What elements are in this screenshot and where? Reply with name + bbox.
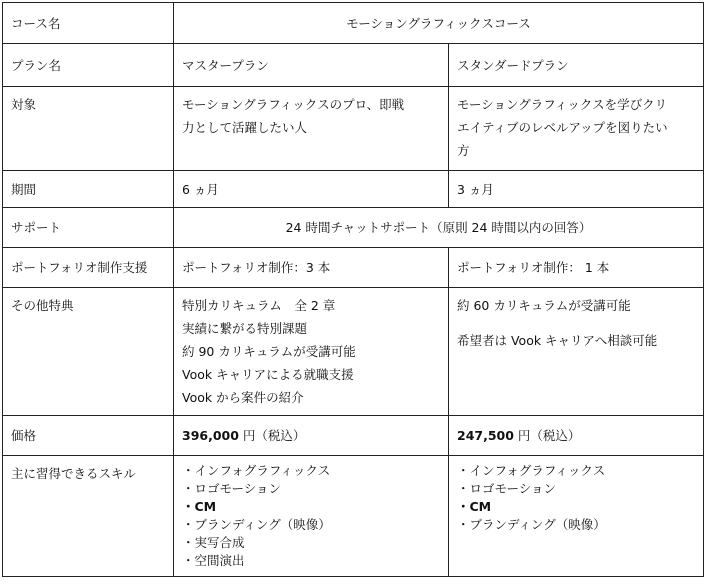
course-comparison-table	[2, 2, 704, 577]
price-standard-suffix: 円（税込）	[513, 428, 581, 443]
label-period: 期間	[3, 171, 174, 208]
row-support	[3, 208, 704, 248]
row-plan-name	[3, 44, 704, 87]
plan-name-standard: スタンダードプラン	[449, 44, 704, 87]
row-target	[3, 87, 704, 171]
benefits-master	[174, 288, 449, 416]
period-master: 6 ヵ月	[174, 171, 449, 208]
row-course-name	[3, 3, 704, 44]
benefit-item: 約 60 カリキュラムが受講可能	[457, 298, 631, 313]
price-master	[174, 416, 449, 456]
benefit-item: Vook キャリアによる就職支援	[182, 367, 354, 382]
label-plan-name: プラン名	[3, 44, 174, 87]
skill-item: ・ブランディング（映像）	[457, 517, 606, 532]
portfolio-standard: ポートフォリオ制作： 1 本	[449, 248, 704, 288]
target-master	[174, 87, 449, 171]
row-price	[3, 416, 704, 456]
benefit-item: 実績に繋がる特別課題	[182, 321, 308, 336]
support-value: 24 時間チャットサポート（原則 24 時間以内の回答）	[174, 208, 704, 248]
price-master-amount: 396,000	[182, 428, 239, 443]
label-portfolio: ポートフォリオ制作支援	[3, 248, 174, 288]
course-name-value: モーショングラフィックスコース	[174, 3, 704, 44]
label-course-name: コース名	[3, 3, 174, 44]
benefit-item: Vook から案件の紹介	[182, 390, 304, 405]
skill-item: ・CM	[182, 499, 217, 514]
label-price: 価格	[3, 416, 174, 456]
skill-item: ・ロゴモーション	[182, 481, 282, 496]
benefit-item: 特別カリキュラム 全 2 章	[182, 298, 336, 313]
skill-item: ・実写合成	[182, 535, 245, 550]
row-period	[3, 171, 704, 208]
period-standard: 3 ヵ月	[449, 171, 704, 208]
row-portfolio	[3, 248, 704, 288]
target-master-line: 力として活躍したい人	[182, 120, 308, 135]
label-benefits: その他特典	[3, 288, 174, 416]
price-master-suffix: 円（税込）	[238, 428, 306, 443]
skill-item: ・インフォグラフィックス	[457, 463, 606, 478]
target-standard-line: エイティブのレベルアップを図りたい	[457, 120, 668, 135]
benefits-standard	[449, 288, 704, 416]
target-standard	[449, 87, 704, 171]
plan-name-master: マスタープラン	[174, 44, 449, 87]
skill-item: ・ブランディング（映像）	[182, 517, 331, 532]
skills-standard	[449, 456, 704, 577]
price-standard	[449, 416, 704, 456]
target-master-line: モーショングラフィックスのプロ、即戦	[182, 97, 405, 112]
benefit-item: 約 90 カリキュラムが受講可能	[182, 344, 356, 359]
portfolio-master: ポートフォリオ制作：3 本	[174, 248, 449, 288]
row-skills	[3, 456, 704, 577]
label-support: サポート	[3, 208, 174, 248]
label-skills: 主に習得できるスキル	[3, 456, 174, 577]
label-target: 対象	[3, 87, 174, 171]
skill-item: ・CM	[457, 499, 492, 514]
price-standard-amount: 247,500	[457, 428, 514, 443]
skills-master	[174, 456, 449, 577]
row-benefits	[3, 288, 704, 416]
skill-item: ・インフォグラフィックス	[182, 463, 331, 478]
target-standard-line: 方	[457, 143, 470, 158]
skill-item: ・空間演出	[182, 553, 245, 568]
benefit-item: 希望者は Vook キャリアへ相談可能	[457, 333, 658, 348]
target-standard-line: モーショングラフィックスを学びクリ	[457, 97, 668, 112]
skill-item: ・ロゴモーション	[457, 481, 557, 496]
